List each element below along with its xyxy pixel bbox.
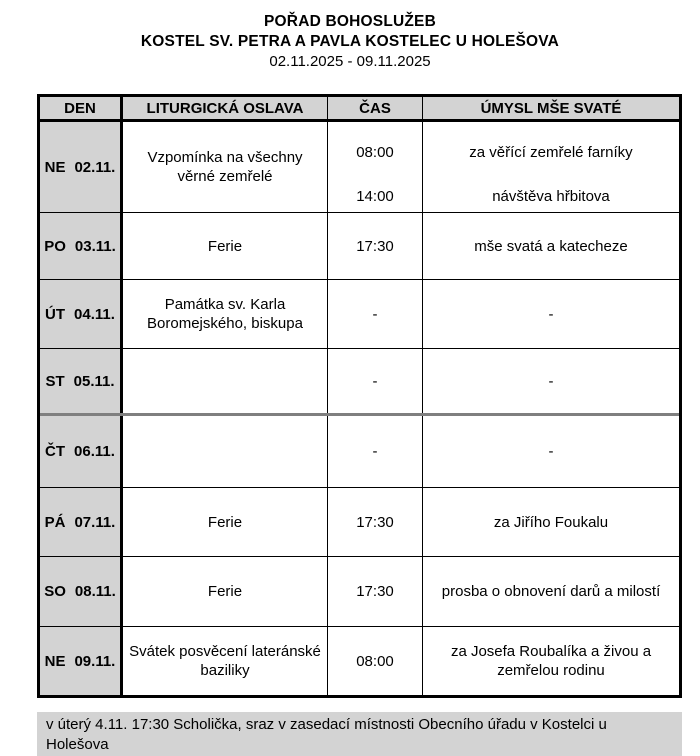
day-label: NE xyxy=(44,158,66,176)
date-label: 04.11. xyxy=(74,305,115,323)
column-header-den: DEN xyxy=(40,97,123,119)
table-row xyxy=(40,212,679,279)
date-label: 08.11. xyxy=(74,583,116,600)
day-label: ÚT xyxy=(45,305,66,323)
intention-cell: - xyxy=(548,305,554,323)
date-label: 02.11. xyxy=(74,158,116,176)
table-row xyxy=(40,413,679,487)
day-cell xyxy=(40,349,123,413)
celebration-cell xyxy=(123,349,328,413)
time-cell: 17:30 xyxy=(328,488,423,556)
day-label: NE xyxy=(44,652,66,670)
time-cell: 17:30 xyxy=(328,213,423,279)
day-cell xyxy=(40,122,123,212)
page-title: POŘAD BOHOSLUŽEB xyxy=(264,13,436,30)
day-cell xyxy=(40,213,123,279)
table-row xyxy=(40,626,679,695)
celebration-cell: Vzpomínka na všechny věrné zemřelé xyxy=(123,122,328,212)
intention-cell: prosba o obnovení darů a milostí xyxy=(441,583,661,600)
intention-cell: - xyxy=(548,372,554,390)
day-cell xyxy=(40,416,123,487)
intention-value: návštěva hřbitova xyxy=(492,188,610,205)
page-subtitle: KOSTEL SV. PETRA A PAVLA KOSTELEC U HOLEŠOVA xyxy=(140,33,560,50)
celebration-cell: Svátek posvěcení lateránské baziliky xyxy=(123,627,328,695)
column-header-cas: ČAS xyxy=(328,97,423,119)
time-cell: 17:30 xyxy=(328,557,423,626)
footer-note: v úterý 4.11. 17:30 Scholička, sraz v zasedací místnosti Obecního úřadu v Kostelci u Holešova xyxy=(37,712,682,756)
title-block xyxy=(0,0,700,72)
day-label: PO xyxy=(44,237,66,255)
intention-value: za věřící zemřelé farníky xyxy=(469,144,633,161)
celebration-cell xyxy=(123,416,328,487)
intention-cell: mše svatá a katecheze xyxy=(474,237,628,255)
celebration-cell: Ferie xyxy=(123,557,328,626)
column-header-oslava: LITURGICKÁ OSLAVA xyxy=(123,97,328,119)
date-label: 03.11. xyxy=(74,237,116,255)
table-row xyxy=(40,348,679,413)
date-label: 06.11. xyxy=(74,443,115,460)
day-cell xyxy=(40,557,123,626)
date-label: 07.11. xyxy=(74,513,116,531)
day-label: SO xyxy=(44,583,66,600)
column-header-umysl: ÚMYSL MŠE SVATÉ xyxy=(423,97,679,119)
day-cell xyxy=(40,627,123,695)
intention-cell: za Josefa Roubalíka a živou a zemřelou rodinu xyxy=(450,643,652,679)
celebration-cell: Ferie xyxy=(123,213,328,279)
day-label: PÁ xyxy=(44,513,66,531)
intention-cell: - xyxy=(548,443,554,460)
intention-cell: za Jiřího Foukalu xyxy=(493,513,609,531)
time-cell: - xyxy=(328,416,423,487)
day-cell xyxy=(40,280,123,348)
time-value: 14:00 xyxy=(356,188,394,205)
time-cell: - xyxy=(328,349,423,413)
time-cell xyxy=(328,122,423,212)
celebration-cell: Ferie xyxy=(123,488,328,556)
time-value: 08:00 xyxy=(356,144,394,161)
celebration-cell: Památka sv. Karla Boromejského, biskupa xyxy=(123,280,328,348)
day-label: ST xyxy=(45,372,65,390)
date-range: 02.11.2025 - 09.11.2025 xyxy=(269,53,431,70)
intention-cell xyxy=(423,122,679,212)
table-row xyxy=(40,556,679,626)
time-cell: - xyxy=(328,280,423,348)
time-cell: 08:00 xyxy=(328,627,423,695)
table-row xyxy=(40,279,679,348)
date-label: 05.11. xyxy=(73,372,115,390)
schedule-table xyxy=(37,94,682,698)
date-label: 09.11. xyxy=(74,652,116,670)
table-header-row xyxy=(40,97,679,121)
day-cell xyxy=(40,488,123,556)
day-label: ČT xyxy=(45,443,66,460)
table-row xyxy=(40,487,679,556)
table-row xyxy=(40,121,679,212)
